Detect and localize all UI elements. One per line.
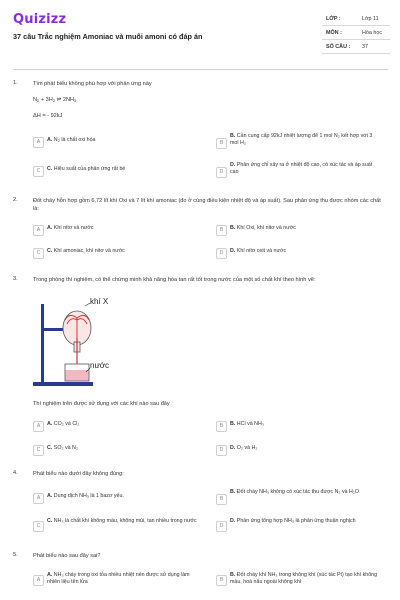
option-text: B. HCl và NH₃ [230, 421, 264, 427]
meta-subject-key: MÔN : [326, 30, 342, 36]
option-badge: C [33, 521, 44, 532]
option-badge: B [216, 575, 227, 586]
experiment-figure [33, 298, 123, 390]
option-badge: D [216, 445, 227, 456]
subscript: 3 [74, 98, 77, 103]
stand-rod [41, 304, 44, 384]
option-text: C. Khí amoniac, khí nitơ và nước [47, 248, 125, 254]
option-text: B. Khí Oxi, khí nitơ và nước [230, 225, 296, 231]
option-text: A. Dung dịch NH₃ là 1 bazơ yếu. [47, 493, 124, 499]
option-badge: D [216, 248, 227, 259]
water-label: nước [90, 361, 110, 370]
question-3-options [13, 400, 388, 460]
beaker-water [66, 370, 89, 381]
option-text: D. Phản ứng tổng hợp NH₃ là phản ứng thuận nghịch [230, 518, 356, 524]
header [0, 0, 400, 68]
option-text: B. Đốt cháy khí NH₃ trong không khí (xúc tác Pt) tạo khí không màu, hoá nâu ngoài không khí [230, 572, 378, 586]
option-badge: C [33, 445, 44, 456]
option-badge: A [33, 225, 44, 236]
header-divider [13, 69, 388, 70]
question-number: 2. [13, 197, 18, 203]
question-5 [13, 552, 388, 597]
fountain-apparatus-diagram [33, 298, 123, 390]
option-text: A. Khí nitơ và nước [47, 225, 94, 231]
question-text: Trong phòng thí nghiệm, có thể chứng minh khả năng hòa tan rất tốt trong nước của một số chất khí theo hình vẽ: [33, 277, 316, 283]
equation-n: N [33, 97, 38, 103]
subscript: 2 [52, 98, 56, 103]
question-text: Phát biểu nào sau đây sai? [33, 553, 101, 559]
meta-class-value: Lớp 11 [362, 16, 379, 22]
meta-count-value: 37 [362, 44, 368, 50]
option-text: B. Cần cung cấp 92kJ nhiệt lượng để 1 mol N₂ kết hợp với 3 mol H₂ [230, 133, 373, 147]
question-1 [13, 80, 388, 190]
quizizz-logo[interactable]: Quizizz [13, 12, 67, 27]
question-number: 1. [13, 80, 18, 86]
option-text: C. SO₂ và N₂ [47, 445, 78, 451]
reaction-equation [33, 97, 76, 103]
option-text: A. $N_2$ là chất oxi hóa [47, 137, 96, 143]
option-badge: C [33, 166, 44, 177]
question-number: 4. [13, 470, 18, 476]
option-badge: B [216, 138, 227, 149]
option-badge: D [216, 521, 227, 532]
option-badge: B [216, 494, 227, 505]
meta-subject-value: Hóa học [362, 30, 383, 36]
option-badge: B [216, 421, 227, 432]
option-text: C. NH₃ là chất khí không màu, không mùi, tan nhiều trong nước [47, 518, 197, 524]
option-text: D. Khí nitơ oxit và nước [230, 248, 287, 254]
question-text: Phát biểu nào dưới đây không đúng: [33, 471, 124, 477]
option-text: D. Phản ứng chỉ xảy ra ở nhiệt độ cao, có xúc tác và áp suất cao [230, 162, 373, 176]
option-badge: B [216, 225, 227, 236]
meta-subject [322, 27, 390, 40]
option-text: B. Đốt cháy NH₃ không có xúc tác thu được N₂ và H₂O [230, 489, 360, 495]
option-text: A. CO₂ và Cl₂ [47, 421, 80, 427]
option-badge: C [33, 248, 44, 259]
question-followup: Thí nghiệm trên được sử dụng với các khí nào sau đây [33, 401, 170, 407]
meta-count [322, 41, 390, 54]
option-badge: A [33, 493, 44, 504]
meta-count-key: SỐ CÂU : [326, 44, 351, 50]
question-3 [13, 276, 388, 288]
subscript: 2 [37, 98, 40, 103]
equation-h: + 3H [39, 97, 53, 103]
page-title: 37 câu Trắc nghiệm Amoniac và muối amoni có đáp án [13, 32, 203, 41]
option-text: D. O₂ và H₂ [230, 445, 258, 451]
option-text: A. NH₃ cháy trong oxi tỏa nhiều nhiệt nên được sử dụng làm nhiên liệu tên lửa [47, 572, 190, 586]
question-number: 3. [13, 276, 18, 282]
option-badge: A [33, 575, 44, 586]
question-2 [13, 197, 388, 262]
meta-class-key: LỚP : [326, 16, 341, 22]
stand-base [33, 382, 93, 386]
option-badge: D [216, 167, 227, 178]
question-4 [13, 470, 388, 540]
equation-nh: ⇌ 2NH [55, 97, 75, 103]
question-text: Tìm phát biểu không phù hợp với phản ứng này [33, 81, 152, 87]
question-text: Đốt cháy hỗn hợp gồm 6,72 lít khí Oxi và 7 lít khí amoniac (đo ở cùng điều kiện nhiệt độ và áp suất). Sau phản ứng thu được nhóm các chất là: [33, 198, 381, 212]
option-badge: A [33, 421, 44, 432]
question-number: 5. [13, 552, 18, 558]
meta-class [322, 13, 390, 26]
gas-label: khí X [90, 297, 109, 306]
option-text: C. Hiệu suất của phản ứng rất bé [47, 166, 126, 172]
option-badge: A [33, 137, 44, 148]
enthalpy: ΔH = - 92kJ [33, 113, 63, 119]
